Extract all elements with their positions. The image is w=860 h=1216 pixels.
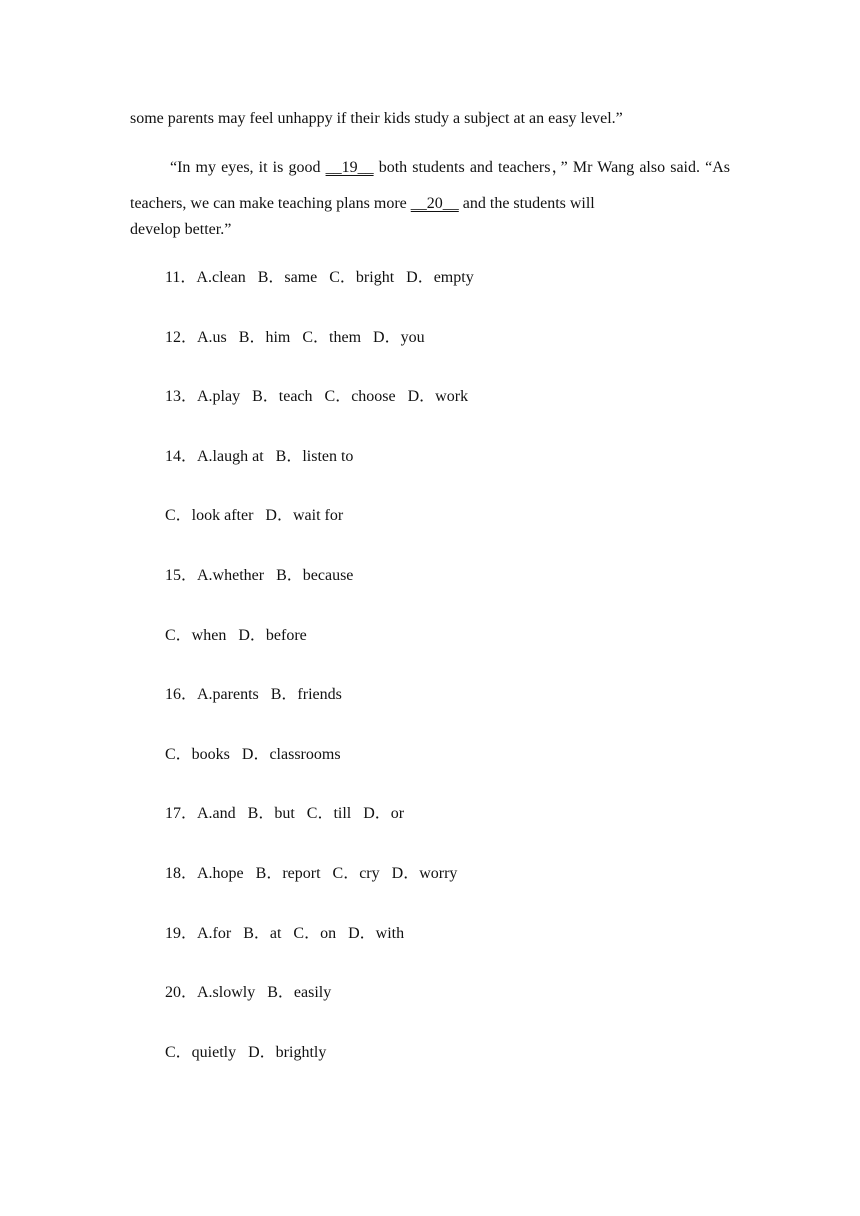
option-line: 11．A.clean B．same C．bright D．empty (165, 269, 474, 286)
passage-paragraph-1: some parents may feel unhappy if their kids study a subject at an easy level.” (130, 110, 623, 127)
option-line: 16．A.parents B．friends (165, 686, 342, 704)
option-line: 18．A.hope B．report C．cry D．worry (165, 864, 458, 882)
option-line: 19．A.for B．at C．on D．with (165, 924, 405, 942)
blank-19: __19__ (325, 159, 374, 176)
passage-paragraph-2 (130, 150, 730, 248)
answer-options (165, 260, 725, 1094)
paragraph-text: “In my eyes, it is good (170, 159, 326, 176)
paragraph-text: develop better.” (130, 221, 232, 238)
option-line: 20．A.slowly B．easily (165, 984, 332, 1002)
option-line: 17．A.and B．but C．till D．or (165, 805, 405, 823)
blank-20: __20__ (410, 195, 459, 212)
option-line: 14．A.laugh at B．listen to (165, 447, 354, 465)
option-line: 12．A.us B．him C．them D．you (165, 328, 425, 346)
option-line: C．books D．classrooms (165, 745, 341, 763)
option-line: C．quietly D．brightly (165, 1043, 327, 1061)
paragraph-text: both students and teachers，” Mr Wang also said. “As teachers, we can make teaching plans more (130, 159, 730, 212)
option-line: C．look after D．wait for (165, 507, 344, 525)
paragraph-text: and the students will (458, 195, 595, 212)
option-line: C．when D．before (165, 626, 307, 644)
option-line: 15．A.whether B．because (165, 566, 354, 584)
option-line: 13．A.play B．teach C．choose D．work (165, 388, 469, 406)
